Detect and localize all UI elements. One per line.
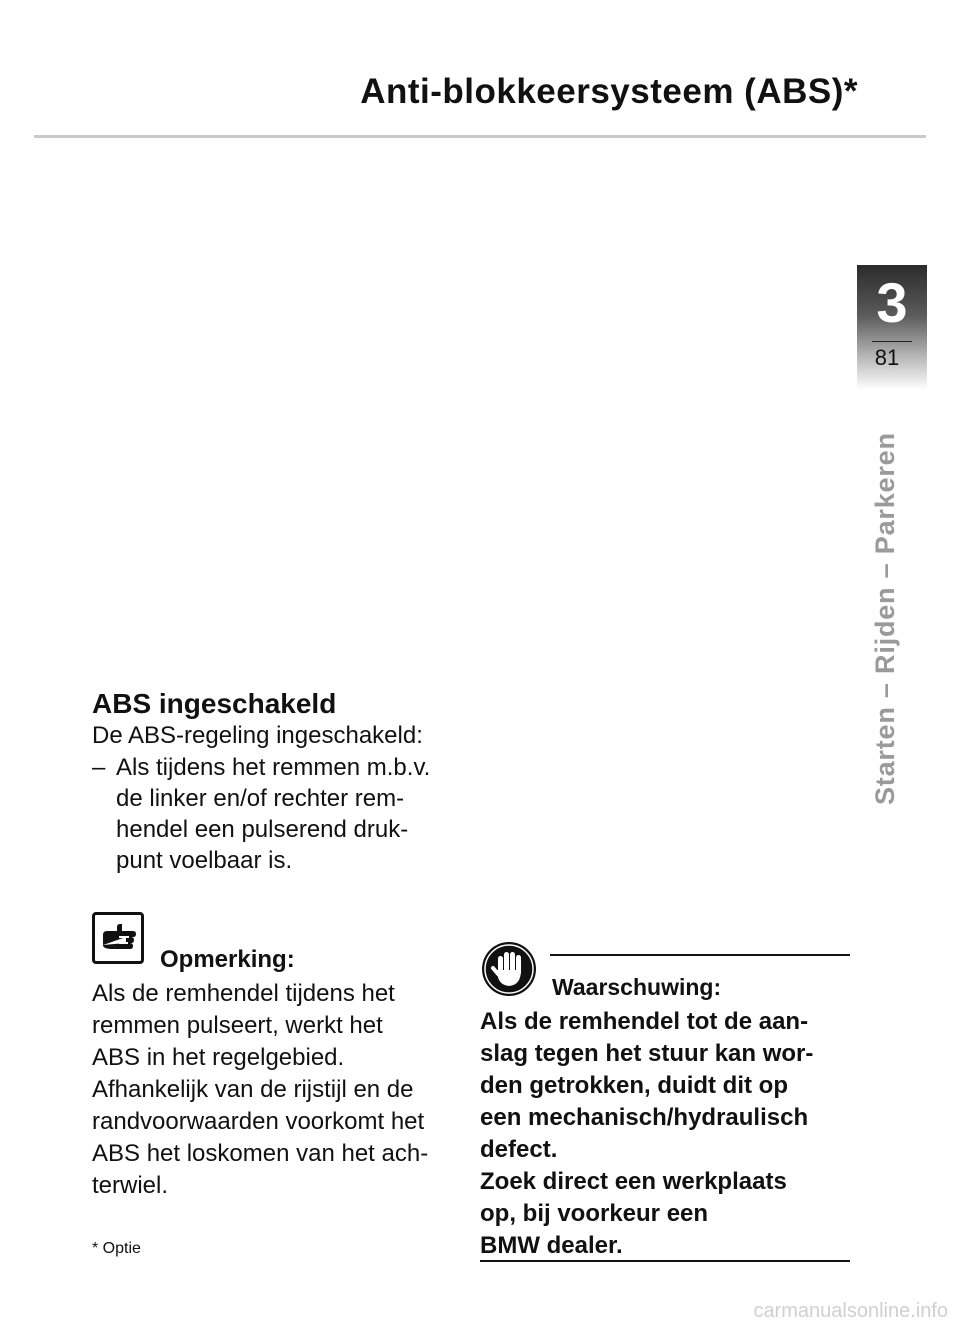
title-divider xyxy=(34,135,926,138)
page-number: 81 xyxy=(874,345,900,370)
warning-line: den getrokken, duidt dit op xyxy=(480,1072,788,1099)
note-body xyxy=(92,978,472,1202)
note-hand-icon xyxy=(92,912,144,964)
warning-line: een mechanisch/hydraulisch xyxy=(480,1104,809,1131)
watermark: carmanualsonline.info xyxy=(753,1300,948,1322)
warning-body xyxy=(480,1006,850,1262)
page-title: Anti-blokkeersysteem (ABS)* xyxy=(360,72,858,111)
note-line: ABS in het regelgebied. xyxy=(92,1044,345,1071)
bullet-dash: – xyxy=(92,754,106,781)
section-heading: ABS ingeschakeld xyxy=(92,688,337,719)
warning-line: op, bij voorkeur een xyxy=(480,1200,709,1227)
note-line: ABS het loskomen van het ach- xyxy=(92,1140,429,1167)
stop-hand-icon xyxy=(480,940,538,998)
chapter-tab xyxy=(857,265,927,390)
warning-line: BMW dealer. xyxy=(480,1232,623,1259)
bullet-line: punt voelbaar is. xyxy=(116,847,293,874)
section-intro: De ABS-regeling ingeschakeld: xyxy=(92,722,423,749)
note-line: Als de remhendel tijdens het xyxy=(92,980,395,1007)
bullet-line: de linker en/of rechter rem- xyxy=(116,785,405,812)
note-line: terwiel. xyxy=(92,1172,169,1199)
bullet-line: Als tijdens het remmen m.b.v. xyxy=(116,754,431,781)
chapter-number: 3 xyxy=(876,271,908,334)
warning-line: Als de remhendel tot de aan- xyxy=(480,1008,809,1035)
chapter-section-title: Starten – Rijden – Parkeren xyxy=(870,432,900,805)
bullet-item xyxy=(92,752,472,876)
footnote: * Optie xyxy=(92,1240,141,1257)
warning-bottom-rule xyxy=(480,1260,850,1262)
warning-line: defect. xyxy=(480,1136,558,1163)
abs-section xyxy=(92,688,472,876)
note-line: Afhankelijk van de rijstijl en de xyxy=(92,1076,414,1103)
note-line: randvoorwaarden voorkomt het xyxy=(92,1108,425,1135)
chapter-divider xyxy=(872,341,912,342)
note-line: remmen pulseert, werkt het xyxy=(92,1012,383,1039)
warning-title: Waarschuwing: xyxy=(552,974,722,1000)
warning-top-rule xyxy=(550,954,850,956)
note-title: Opmerking: xyxy=(160,946,295,973)
warning-line: Zoek direct een werkplaats xyxy=(480,1168,787,1195)
warning-line: slag tegen het stuur kan wor- xyxy=(480,1040,814,1067)
bullet-line: hendel een pulserend druk- xyxy=(116,816,409,843)
